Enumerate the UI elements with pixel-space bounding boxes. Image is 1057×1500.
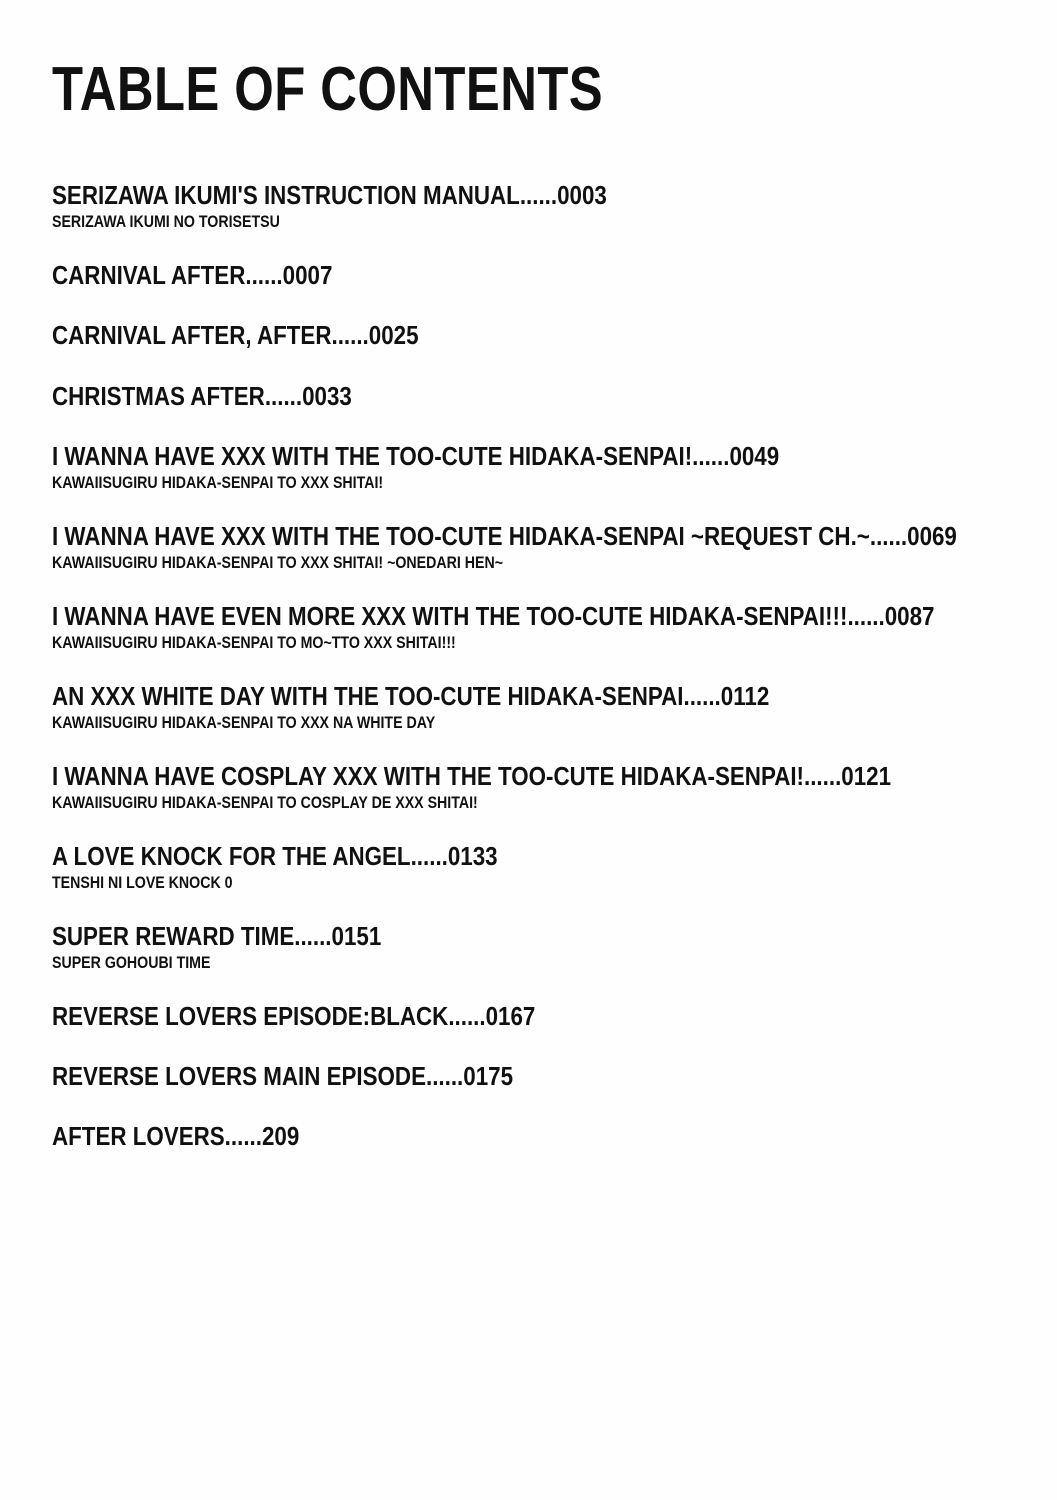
page-title: TABLE OF CONTENTS — [52, 55, 604, 124]
toc-entry-title: I WANNA HAVE XXX WITH THE TOO-CUTE HIDAKA-SENPAI ~REQUEST CH.~......0069 — [52, 520, 957, 551]
toc-entry-subtitle: SUPER GOHOUBI TIME — [52, 954, 211, 973]
list-item[interactable] — [52, 522, 1005, 573]
list-item[interactable] — [52, 842, 1005, 893]
toc-entry-subtitle: KAWAIISUGIRU HIDAKA-SENPAI TO COSPLAY DE XXX SHITAI! — [52, 794, 478, 813]
toc-entry-title: CARNIVAL AFTER......0007 — [52, 260, 333, 291]
toc-entry-title: REVERSE LOVERS MAIN EPISODE......0175 — [52, 1061, 514, 1092]
list-item[interactable] — [52, 261, 1005, 290]
list-item[interactable] — [52, 1122, 1005, 1151]
toc-entry-title: I WANNA HAVE COSPLAY XXX WITH THE TOO-CUTE HIDAKA-SENPAI!......0121 — [52, 760, 892, 791]
list-item[interactable] — [52, 1002, 1005, 1031]
toc-entry-title: A LOVE KNOCK FOR THE ANGEL......0133 — [52, 841, 498, 872]
toc-entry-title: AFTER LOVERS......209 — [52, 1121, 300, 1152]
toc-entry-title: SUPER REWARD TIME......0151 — [52, 921, 382, 952]
list-item[interactable] — [52, 382, 1005, 411]
toc-list — [52, 181, 1005, 1151]
toc-entry-subtitle: TENSHI NI LOVE KNOCK 0 — [52, 874, 233, 893]
list-item[interactable] — [52, 321, 1005, 350]
toc-entry-title: I WANNA HAVE EVEN MORE XXX WITH THE TOO-CUTE HIDAKA-SENPAI!!!......0087 — [52, 600, 935, 631]
list-item[interactable] — [52, 442, 1005, 493]
toc-entry-title: I WANNA HAVE XXX WITH THE TOO-CUTE HIDAKA-SENPAI!......0049 — [52, 440, 780, 471]
toc-entry-subtitle: KAWAIISUGIRU HIDAKA-SENPAI TO XXX SHITAI! — [52, 473, 384, 492]
toc-entry-subtitle: KAWAIISUGIRU HIDAKA-SENPAI TO MO~TTO XXX SHITAI!!! — [52, 633, 456, 652]
list-item[interactable] — [52, 682, 1005, 733]
toc-entry-title: AN XXX WHITE DAY WITH THE TOO-CUTE HIDAKA-SENPAI......0112 — [52, 680, 770, 711]
toc-entry-title: SERIZAWA IKUMI'S INSTRUCTION MANUAL......0003 — [52, 180, 607, 211]
list-item[interactable] — [52, 922, 1005, 973]
toc-entry-title: CARNIVAL AFTER, AFTER......0025 — [52, 320, 419, 351]
toc-entry-title: REVERSE LOVERS EPISODE:BLACK......0167 — [52, 1001, 536, 1032]
list-item[interactable] — [52, 1062, 1005, 1091]
toc-entry-title: CHRISTMAS AFTER......0033 — [52, 380, 352, 411]
toc-entry-subtitle: SERIZAWA IKUMI NO TORISETSU — [52, 213, 280, 232]
toc-entry-subtitle: KAWAIISUGIRU HIDAKA-SENPAI TO XXX SHITAI! ~ONEDARI HEN~ — [52, 553, 503, 572]
list-item[interactable] — [52, 181, 1005, 232]
toc-entry-subtitle: KAWAIISUGIRU HIDAKA-SENPAI TO XXX NA WHITE DAY — [52, 713, 436, 732]
list-item[interactable] — [52, 602, 1005, 653]
list-item[interactable] — [52, 762, 1005, 813]
